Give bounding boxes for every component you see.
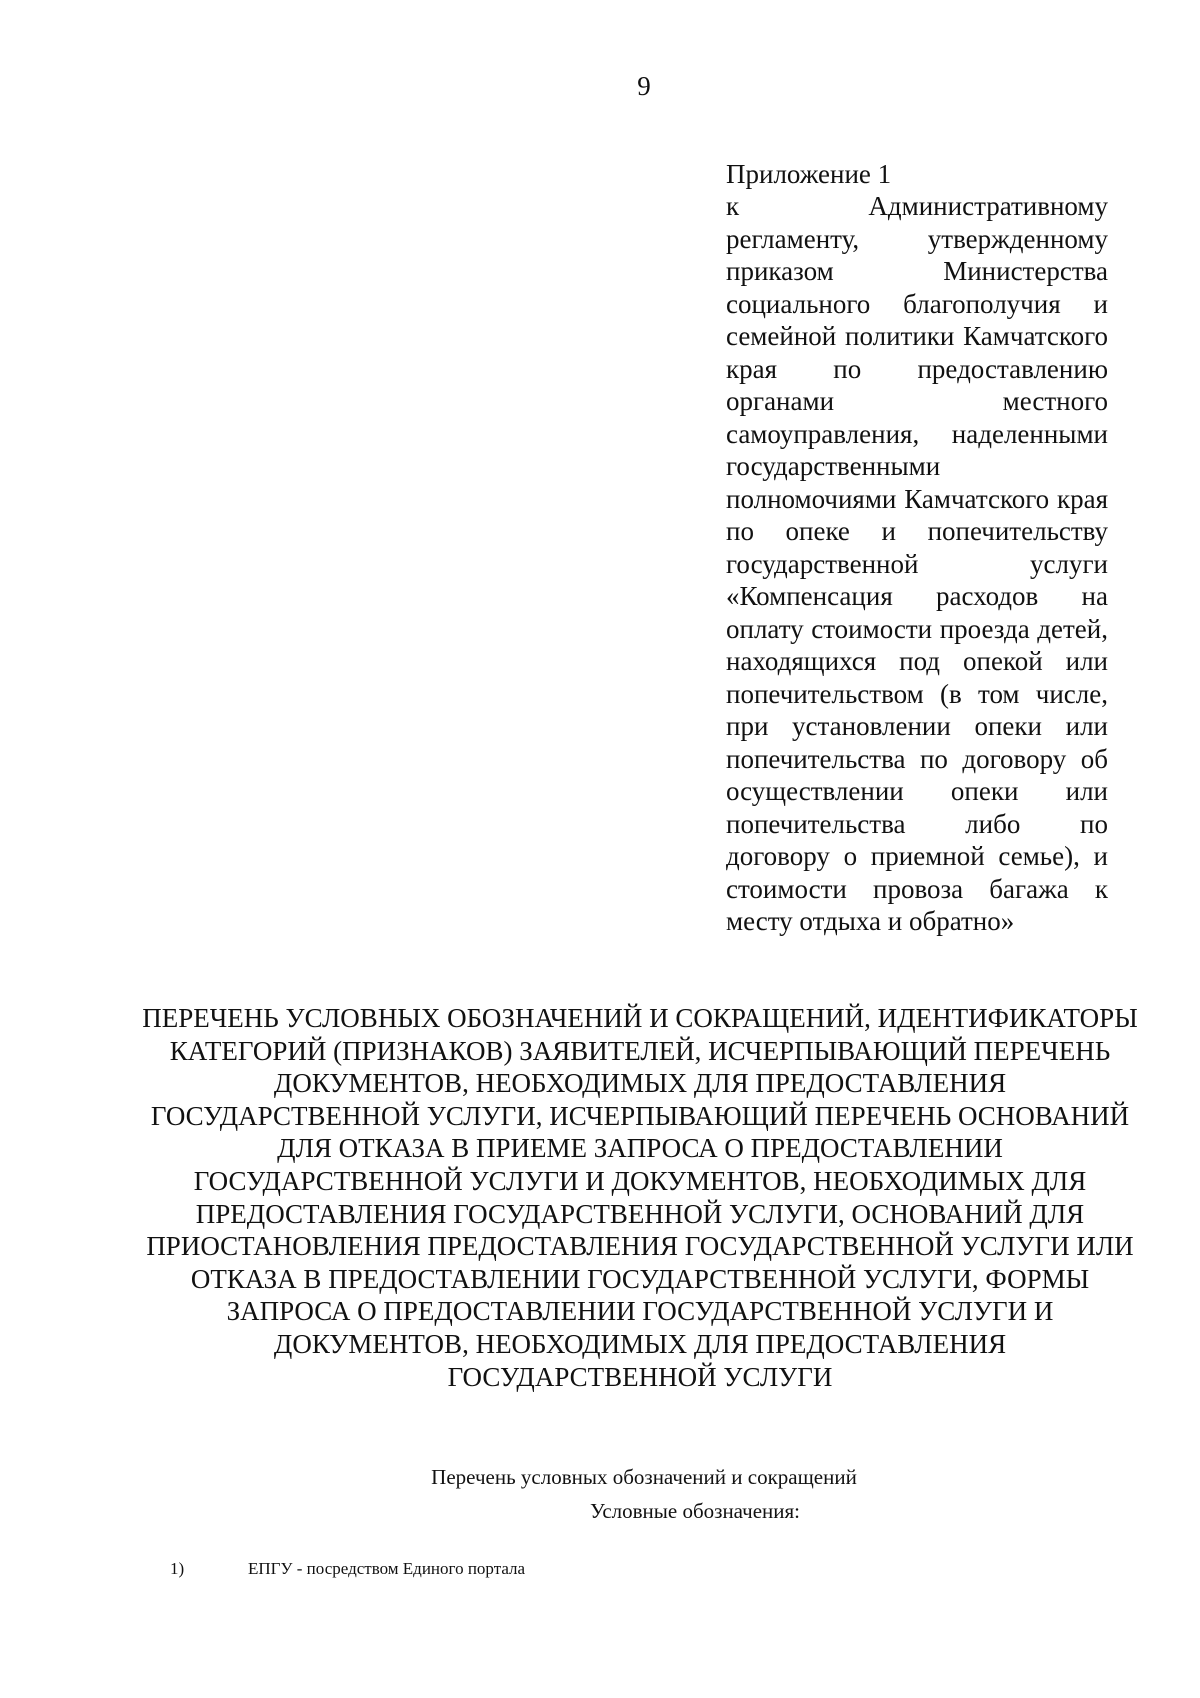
list-title: Перечень условных обозначений и сокращений — [431, 1465, 857, 1489]
list-item-number: 1) — [170, 1559, 185, 1578]
main-heading: ПЕРЕЧЕНЬ УСЛОВНЫХ ОБОЗНАЧЕНИЙ И СОКРАЩЕНИЙ, ИДЕНТИФИКАТОРЫ КАТЕГОРИЙ (ПРИЗНАКОВ) ЗАЯВИТЕЛЕЙ, ИСЧЕРПЫВАЮЩИЙ ПЕРЕЧЕНЬ ДОКУМЕНТОВ, НЕОБХОДИМЫХ ДЛЯ ПРЕДОСТАВЛЕНИЯ ГОСУДАРСТВЕННОЙ УСЛУГИ, ИСЧЕРПЫВАЮЩИЙ ПЕРЕЧЕНЬ ОСНОВАНИЙ ДЛЯ ОТКАЗА В ПРИЕМЕ ЗАПРОСА О ПРЕДОСТАВЛЕНИИ ГОСУДАРСТВЕННОЙ УСЛУГИ И ДОКУМЕНТОВ, НЕОБХОДИМЫХ ДЛЯ ПРЕДОСТАВЛЕНИЯ ГОСУДАРСТВЕННОЙ УСЛУГИ, ОСНОВАНИЙ ДЛЯ ПРИОСТАНОВЛЕНИЯ ПРЕДОСТАВЛЕНИЯ ГОСУДАРСТВЕННОЙ УСЛУГИ ИЛИ ОТКАЗА В ПРЕДОСТАВЛЕНИИ ГОСУДАРСТВЕННОЙ УСЛУГИ, ФОРМЫ ЗАПРОСА О ПРЕДОСТАВЛЕНИИ ГОСУДАРСТВЕННОЙ УСЛУГИ И ДОКУМЕНТОВ, НЕОБХОДИМЫХ ДЛЯ ПРЕДОСТАВЛЕНИЯ ГОСУДАРСТВЕННОЙ УСЛУГИ — [142, 1003, 1138, 1392]
appendix-title: Приложение 1 — [726, 159, 892, 189]
page-number: 9 — [637, 71, 651, 101]
list-item-text: ЕПГУ - посредством Единого портала — [248, 1559, 526, 1578]
appendix-body: к Административному регламенту, утвержденному приказом Министерства социального благополучия и семейной политики Камчатского края по предоставлению органами местного самоуправления, наделенными государственными полномочиями Камчатского края по опеке и попечительству государственной услуги «Компенсация расходов на оплату стоимости проезда детей, находящихся под опекой или попечительством (в том числе, при установлении опеки или попечительства по договору об осуществлении опеки или попечительства либо по договору о приемной семье), и стоимости провоза багажа к месту отдыха и обратно» — [726, 191, 1108, 936]
list-item — [170, 1558, 525, 1580]
legend-title: Условные обозначения: — [589, 1499, 801, 1523]
